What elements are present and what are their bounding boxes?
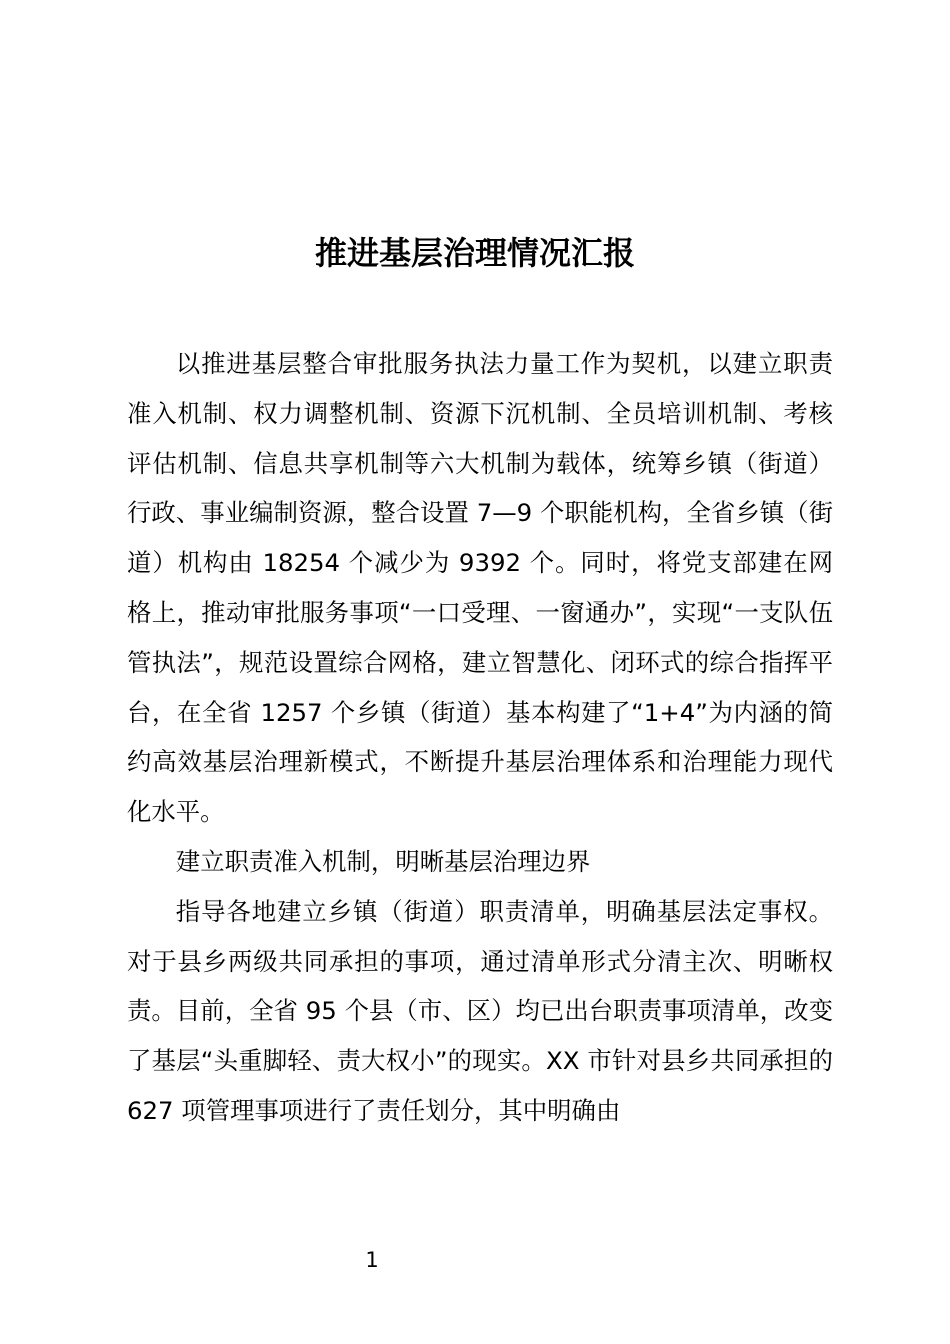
- document-title: 推进基层治理情况汇报: [314, 234, 635, 273]
- page-number: 1: [365, 1248, 379, 1272]
- section-heading: 建立职责准入机制，明晰基层治理边界: [175, 846, 591, 876]
- document-body: [127, 339, 833, 1136]
- body-paragraph-duties: 指导各地建立乡镇（街道）职责清单，明确基层法定事权。对于县乡两级共同承担的事项，通过清单形式分清主次、明晰权责。目前，全省 95 个县（市、区）均已出台职责事项清单，改变了基层“头重脚轻、责大权小”的现实。XX 市针对县乡共同承担的 627 项管理事项进行了责任划分，其中明确由: [127, 896, 833, 1125]
- body-paragraph-intro: 以推进基层整合审批服务执法力量工作为契机，以建立职责准入机制、权力调整机制、资源下沉机制、全员培训机制、考核评估机制、信息共享机制等六大机制为载体，统筹乡镇（街道）行政、事业编制资源，整合设置 7—9 个职能机构，全省乡镇（街道）机构由 18254 个减少为 9392 个。同时，将党支部建在网格上，推动审批服务事项“一口受理、一窗通办”，实现“一支队伍管执法”，规范设置综合网格，建立智慧化、闭环式的综合指挥平台，在全省 1257 个乡镇（街道）基本构建了“1+4”为内涵的简约高效基层治理新模式，不断提升基层治理体系和治理能力现代化水平。: [127, 349, 833, 827]
